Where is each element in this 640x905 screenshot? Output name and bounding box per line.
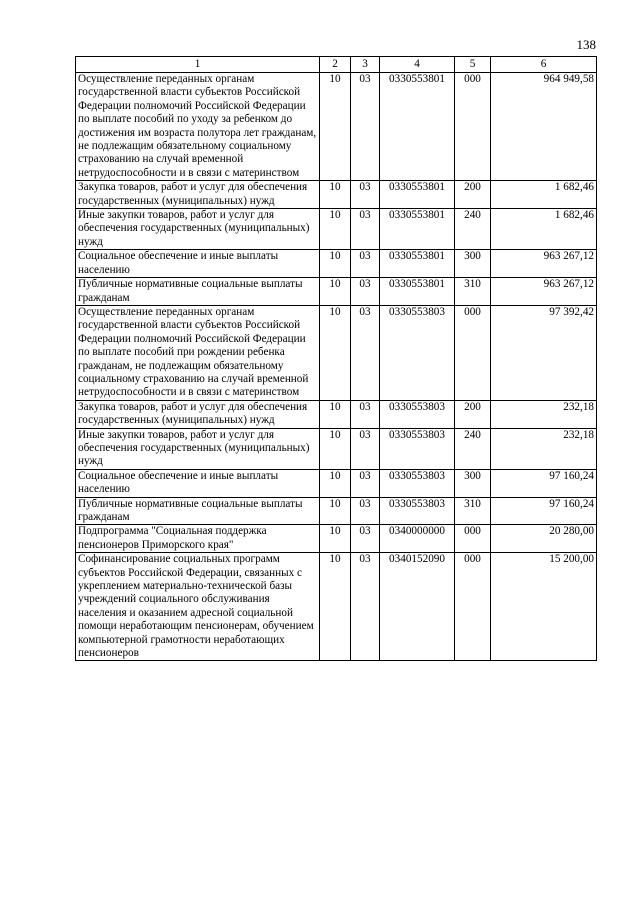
table-row [76, 73, 597, 181]
cell-name: Подпрограмма "Социальная поддержка пенсионеров Приморского края" [76, 525, 320, 553]
cell-subsection: 03 [351, 400, 380, 428]
table-header-row [76, 57, 597, 73]
table-row [76, 469, 597, 497]
table-row [76, 305, 597, 400]
cell-amount: 963 267,12 [491, 278, 597, 306]
cell-name: Осуществление переданных органам государственной власти субъектов Российской Федерации полномочий Российской Федерации по выплате пособий по уходу за ребенком до достижения им возраста полутора лет гражданам, не подлежащим обязательному социальному страхованию на случай временной нетрудоспособности и в связи с материнством [76, 73, 320, 181]
table-row [76, 400, 597, 428]
header-cell-target-item: 4 [380, 57, 455, 73]
cell-section: 10 [320, 497, 351, 525]
header-cell-expense-type: 5 [455, 57, 491, 73]
cell-expense-type: 000 [455, 525, 491, 553]
cell-target-item: 0330553801 [380, 181, 455, 209]
cell-amount: 964 949,58 [491, 73, 597, 181]
cell-subsection: 03 [351, 73, 380, 181]
cell-target-item: 0330553803 [380, 400, 455, 428]
cell-section: 10 [320, 209, 351, 250]
table-row [76, 428, 597, 469]
cell-amount: 97 160,24 [491, 497, 597, 525]
cell-name: Социальное обеспечение и иные выплаты населению [76, 469, 320, 497]
header-cell-subsection: 3 [351, 57, 380, 73]
cell-subsection: 03 [351, 209, 380, 250]
cell-amount: 15 200,00 [491, 553, 597, 661]
header-cell-amount: 6 [491, 57, 597, 73]
cell-subsection: 03 [351, 278, 380, 306]
table-row [76, 525, 597, 553]
cell-target-item: 0330553803 [380, 469, 455, 497]
cell-section: 10 [320, 278, 351, 306]
cell-expense-type: 200 [455, 400, 491, 428]
cell-expense-type: 000 [455, 73, 491, 181]
cell-section: 10 [320, 305, 351, 400]
cell-expense-type: 310 [455, 278, 491, 306]
cell-subsection: 03 [351, 469, 380, 497]
cell-section: 10 [320, 73, 351, 181]
cell-expense-type: 200 [455, 181, 491, 209]
cell-subsection: 03 [351, 181, 380, 209]
cell-section: 10 [320, 250, 351, 278]
cell-expense-type: 000 [455, 553, 491, 661]
table-row [76, 250, 597, 278]
table-row [76, 209, 597, 250]
cell-target-item: 0330553803 [380, 428, 455, 469]
cell-name: Иные закупки товаров, работ и услуг для обеспечения государственных (муниципальных) нужд [76, 209, 320, 250]
table-row [76, 553, 597, 661]
cell-expense-type: 310 [455, 497, 491, 525]
table-row [76, 497, 597, 525]
cell-amount: 232,18 [491, 428, 597, 469]
cell-subsection: 03 [351, 250, 380, 278]
cell-section: 10 [320, 400, 351, 428]
cell-section: 10 [320, 181, 351, 209]
cell-amount: 97 160,24 [491, 469, 597, 497]
cell-subsection: 03 [351, 497, 380, 525]
header-cell-name: 1 [76, 57, 320, 73]
cell-expense-type: 000 [455, 305, 491, 400]
page-number: 138 [576, 37, 596, 52]
cell-amount: 97 392,42 [491, 305, 597, 400]
cell-name: Закупка товаров, работ и услуг для обеспечения государственных (муниципальных) нужд [76, 400, 320, 428]
cell-amount: 1 682,46 [491, 181, 597, 209]
cell-target-item: 0330553801 [380, 73, 455, 181]
cell-subsection: 03 [351, 525, 380, 553]
table-row [76, 278, 597, 306]
cell-target-item: 0330553803 [380, 497, 455, 525]
cell-target-item: 0340152090 [380, 553, 455, 661]
table-body [76, 73, 597, 661]
cell-amount: 232,18 [491, 400, 597, 428]
cell-section: 10 [320, 553, 351, 661]
cell-target-item: 0330553801 [380, 209, 455, 250]
cell-section: 10 [320, 525, 351, 553]
cell-name: Софинансирование социальных программ субъектов Российской Федерации, связанных с укреплением материально-технической базы учреждений социального обслуживания населения и оказанием адресной социальной помощи неработающим пенсионерам, обучением компьютерной грамотности неработающих пенсионеров [76, 553, 320, 661]
cell-expense-type: 300 [455, 250, 491, 278]
cell-target-item: 0330553803 [380, 305, 455, 400]
cell-amount: 1 682,46 [491, 209, 597, 250]
table-row [76, 181, 597, 209]
cell-subsection: 03 [351, 553, 380, 661]
cell-name: Иные закупки товаров, работ и услуг для обеспечения государственных (муниципальных) нужд [76, 428, 320, 469]
cell-target-item: 0330553801 [380, 278, 455, 306]
cell-expense-type: 240 [455, 209, 491, 250]
cell-subsection: 03 [351, 305, 380, 400]
cell-name: Публичные нормативные социальные выплаты гражданам [76, 278, 320, 306]
cell-section: 10 [320, 428, 351, 469]
cell-name: Социальное обеспечение и иные выплаты населению [76, 250, 320, 278]
cell-section: 10 [320, 469, 351, 497]
cell-target-item: 0340000000 [380, 525, 455, 553]
cell-amount: 20 280,00 [491, 525, 597, 553]
cell-name: Публичные нормативные социальные выплаты гражданам [76, 497, 320, 525]
cell-expense-type: 240 [455, 428, 491, 469]
cell-amount: 963 267,12 [491, 250, 597, 278]
cell-expense-type: 300 [455, 469, 491, 497]
cell-name: Осуществление переданных органам государственной власти субъектов Российской Федерации полномочий Российской Федерации по выплате пособий при рождении ребенка гражданам, не подлежащим обязательному социальному страхованию на случай временной нетрудоспособности и в связи с материнством [76, 305, 320, 400]
cell-name: Закупка товаров, работ и услуг для обеспечения государственных (муниципальных) нужд [76, 181, 320, 209]
cell-target-item: 0330553801 [380, 250, 455, 278]
budget-table [75, 56, 597, 661]
header-cell-section: 2 [320, 57, 351, 73]
cell-subsection: 03 [351, 428, 380, 469]
